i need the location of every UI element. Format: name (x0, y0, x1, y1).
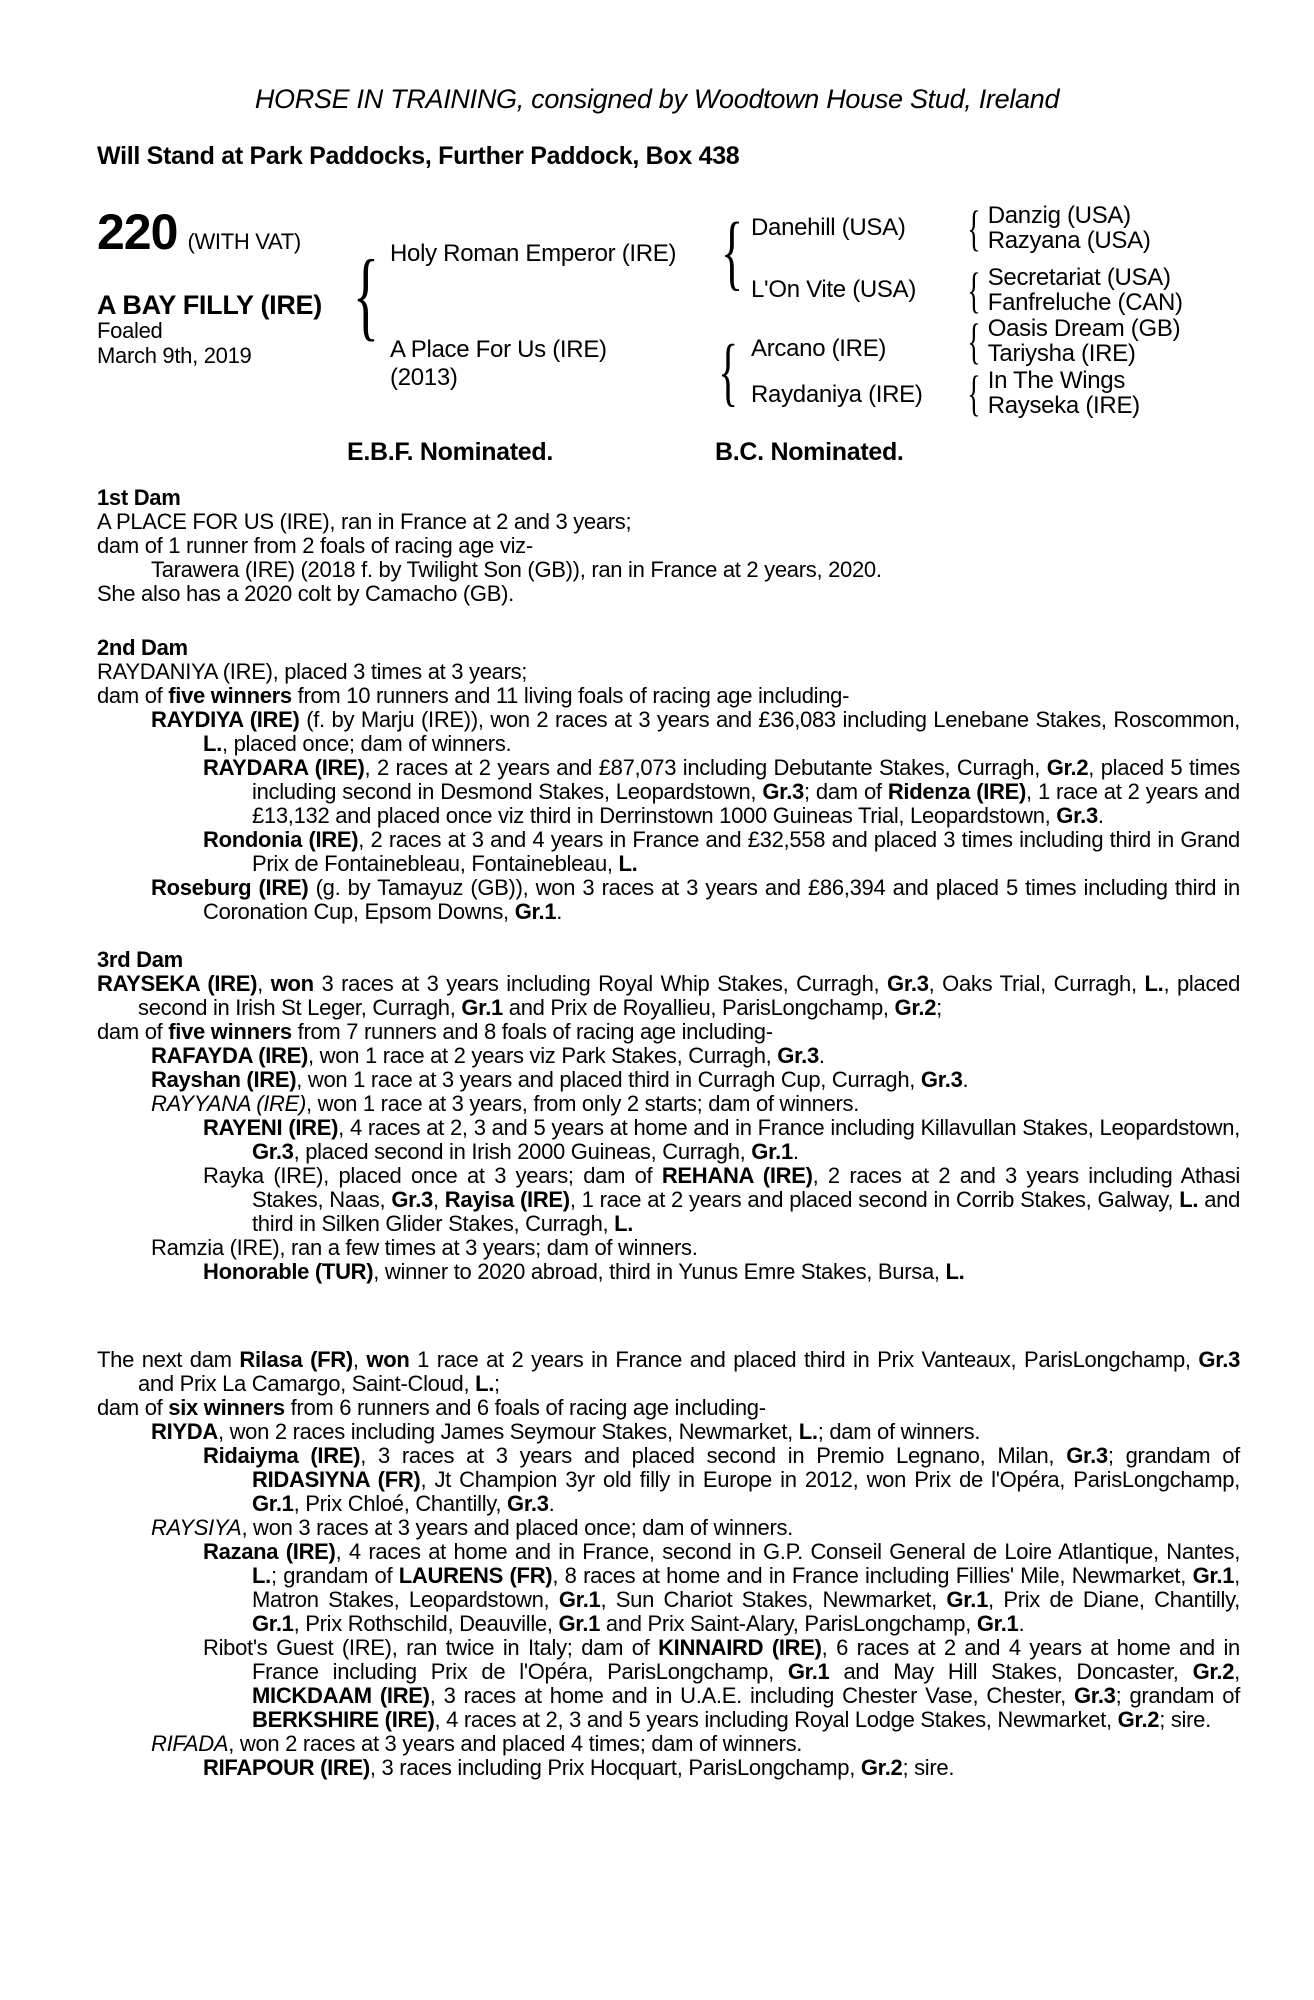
pedigree-paragraph: dam of five winners from 10 runners and 11 living foals of racing age including- (97, 683, 850, 708)
pedigree-paragraph: RIFADA, won 2 races at 3 years and placed 4 times; dam of winners. (151, 1731, 803, 1756)
pedigree-paragraph: RAYSEKA (IRE), won 3 races at 3 years including Royal Whip Stakes, Curragh, Gr.3, Oaks Trial, Curragh, L., placed second in Irish St Leger, Curragh, Gr.1 and Prix de Royallieu, ParisLongchamp, Gr.2; (97, 971, 1241, 1020)
dam-name (390, 336, 607, 392)
pedigree-paragraph: RAYDANIYA (IRE), placed 3 times at 3 years; (97, 659, 528, 684)
pedigree-paragraph: dam of six winners from 6 runners and 6 foals of racing age including- (97, 1395, 766, 1420)
dam-section (97, 636, 1240, 924)
great-grandparent-name: Rayseka (IRE) (987, 392, 1140, 419)
pedigree-paragraph: A PLACE FOR US (IRE), ran in France at 2 and 3 years; (97, 509, 632, 534)
bc-nominated-label: B.C. Nominated. (715, 438, 904, 466)
pedigree-paragraph: Rondonia (IRE), 2 races at 3 and 4 years in France and £32,558 and placed 3 times including third in Grand Prix de Fontainebleau, Fontainebleau, L. (203, 827, 1240, 876)
brace-icon: { (967, 365, 981, 421)
pedigree-paragraph: Razana (IRE), 4 races at home and in France, second in G.P. Conseil General de Loire Atlantique, Nantes, L.; grandam of LAURENS (FR), 8 races at home and in France including Fillies' Mile, Newmarket, Gr.1, Matron Stakes, Leopardstown, Gr.1, Sun Chariot Stakes, Newmarket, Gr.1, Prix de Diane, Chantilly, Gr.1, Prix Rothschild, Deauville, Gr.1 and Prix Saint-Alary, ParisLongchamp, Gr.1. (203, 1539, 1241, 1636)
pedigree-paragraph: RIYDA, won 2 races including James Seymour Stakes, Newmarket, L.; dam of winners. (151, 1419, 981, 1444)
pedigree-paragraph: Honorable (TUR), winner to 2020 abroad, third in Yunus Emre Stakes, Bursa, L. (203, 1259, 965, 1284)
dam-section-heading: 3rd Dam (97, 947, 183, 972)
great-grandparents-pair (962, 264, 1183, 316)
pedigree-paragraph: Roseburg (IRE) (g. by Tamayuz (GB)), won 3 races at 3 years and £86,394 and placed 5 times including third in Coronation Cup, Epsom Downs, Gr.1. (151, 875, 1240, 924)
pedigree-paragraph: Ridaiyma (IRE), 3 races at 3 years and placed second in Premio Legnano, Milan, Gr.3; grandam of RIDASIYNA (FR), Jt Champion 3yr old filly in Europe in 2012, won Prix de l'Opéra, ParisLongchamp, Gr.1, Prix Chloé, Chantilly, Gr.3. (203, 1443, 1240, 1516)
pedigree-paragraph: Ribot's Guest (IRE), ran twice in Italy; dam of KINNAIRD (IRE), 6 races at 2 and 4 years at home and in France including Prix de l'Opéra, ParisLongchamp, Gr.1 and May Hill Stakes, Doncaster, Gr.2, MICKDAAM (IRE), 3 races at home and in U.A.E. including Chester Vase, Chester, Gr.3; grandam of BERKSHIRE (IRE), 4 races at 2, 3 and 5 years including Royal Lodge Stakes, Newmarket, Gr.2; sire. (203, 1635, 1241, 1732)
dam-name-line: A Place For Us (IRE) (390, 336, 607, 363)
brace-icon: { (718, 330, 739, 414)
lot-row (97, 203, 301, 261)
brace-icon: { (721, 206, 744, 299)
pedigree-paragraph: The next dam Rilasa (FR), won 1 race at 2 years in France and placed third in Prix Vanteaux, ParisLongchamp, Gr.3 and Prix La Camargo, Saint-Cloud, L.; (97, 1347, 1241, 1396)
dam-section (97, 948, 1240, 1284)
pedigree-paragraph: Rayshan (IRE), won 1 race at 3 years and placed third in Curragh Cup, Curragh, Gr.3. (151, 1067, 969, 1092)
grandsire-name: Danehill (USA) (751, 214, 906, 241)
ebf-nominated-label: E.B.F. Nominated. (347, 438, 554, 466)
brace-icon: { (967, 313, 981, 369)
great-grandparents-pair (962, 315, 1180, 367)
great-grandparent-name: Fanfreluche (CAN) (987, 289, 1183, 316)
pedigree-paragraph: Rayka (IRE), placed once at 3 years; dam of REHANA (IRE), 2 races at 2 and 3 years including Athasi Stakes, Naas, Gr.3, Rayisa (IRE), 1 race at 2 years and placed second in Corrib Stakes, Galway, L. and third in Silken Glider Stakes, Curragh, L. (203, 1163, 1241, 1236)
granddam-name: Raydaniya (IRE) (751, 381, 923, 408)
pedigree-paragraph: RAYDARA (IRE), 2 races at 2 years and £87,073 including Debutante Stakes, Curragh, Gr.2, placed 5 times including second in Desmond Stakes, Leopardstown, Gr.3; dam of Ridenza (IRE), 1 race at 2 years and £13,132 and placed once viz third in Derrinstown 1000 Guineas Trial, Leopardstown, Gr.3. (203, 755, 1241, 828)
great-grandparents-pair (962, 202, 1151, 254)
great-grandparent-name: Razyana (USA) (987, 227, 1151, 254)
pedigree-paragraph: She also has a 2020 colt by Camacho (GB). (97, 581, 514, 606)
brace-icon: { (967, 200, 981, 256)
pedigree-paragraph: RAYYANA (IRE), won 1 race at 3 years, from only 2 starts; dam of winners. (151, 1091, 860, 1116)
pedigree-paragraph: Tarawera (IRE) (2018 f. by Twilight Son (GB)), ran in France at 2 years, 2020. (151, 557, 882, 582)
great-grandparent-name: Secretariat (USA) (987, 264, 1171, 291)
foaled-date: March 9th, 2019 (97, 343, 252, 368)
pedigree-paragraph: RAYENI (IRE), 4 races at 2, 3 and 5 years at home and in France including Killavullan Stakes, Leopardstown, Gr.3, placed second in Irish 2000 Guineas, Curragh, Gr.1. (203, 1115, 1240, 1164)
granddam-name: L'On Vite (USA) (751, 276, 917, 303)
pedigree-paragraph: dam of five winners from 7 runners and 8 foals of racing age including- (97, 1019, 773, 1044)
dam-section-heading: 2nd Dam (97, 635, 188, 660)
horse-description: A BAY FILLY (IRE) (97, 290, 322, 320)
dam-year: (2013) (390, 364, 458, 391)
sire-name: Holy Roman Emperor (IRE) (390, 240, 677, 267)
page-title: HORSE IN TRAINING, consigned by Woodtown House Stud, Ireland (254, 84, 1060, 114)
great-grandparent-name: Oasis Dream (GB) (987, 315, 1181, 342)
great-grandparent-name: Danzig (USA) (987, 202, 1131, 229)
great-grandparents-pair (962, 367, 1140, 419)
pedigree-paragraph: Ramzia (IRE), ran a few times at 3 years; dam of winners. (151, 1235, 698, 1260)
great-grandparent-name: Tariysha (IRE) (987, 340, 1136, 367)
pedigree-paragraph: RIFAPOUR (IRE), 3 races including Prix Hocquart, ParisLongchamp, Gr.2; sire. (203, 1755, 955, 1780)
grandsire-name: Arcano (IRE) (751, 335, 887, 362)
stand-location-line: Will Stand at Park Paddocks, Further Paddock, Box 438 (97, 142, 740, 170)
pedigree-paragraph: RAYSIYA, won 3 races at 3 years and placed once; dam of winners. (151, 1515, 793, 1540)
vat-note: (WITH VAT) (187, 229, 301, 254)
great-grandparent-name: In The Wings (987, 367, 1126, 394)
dam-section-heading: 1st Dam (97, 485, 181, 510)
pedigree-text (97, 486, 1240, 1780)
pedigree-paragraph: RAYDIYA (IRE) (f. by Marju (IRE)), won 2 races at 3 years and £36,083 including Lenebane Stakes, Roscommon, L., placed once; dam of winners. (151, 707, 1240, 756)
brace-icon: { (967, 262, 981, 318)
dam-section (97, 486, 1240, 606)
foaled-label: Foaled (97, 318, 163, 343)
brace-icon: { (352, 239, 379, 350)
pedigree-paragraph: RAFAYDA (IRE), won 1 race at 2 years viz Park Stakes, Curragh, Gr.3. (151, 1043, 825, 1068)
lot-number: 220 (97, 204, 178, 260)
dam-section (97, 1348, 1240, 1780)
pedigree-paragraph: dam of 1 runner from 2 foals of racing age viz- (97, 533, 533, 558)
